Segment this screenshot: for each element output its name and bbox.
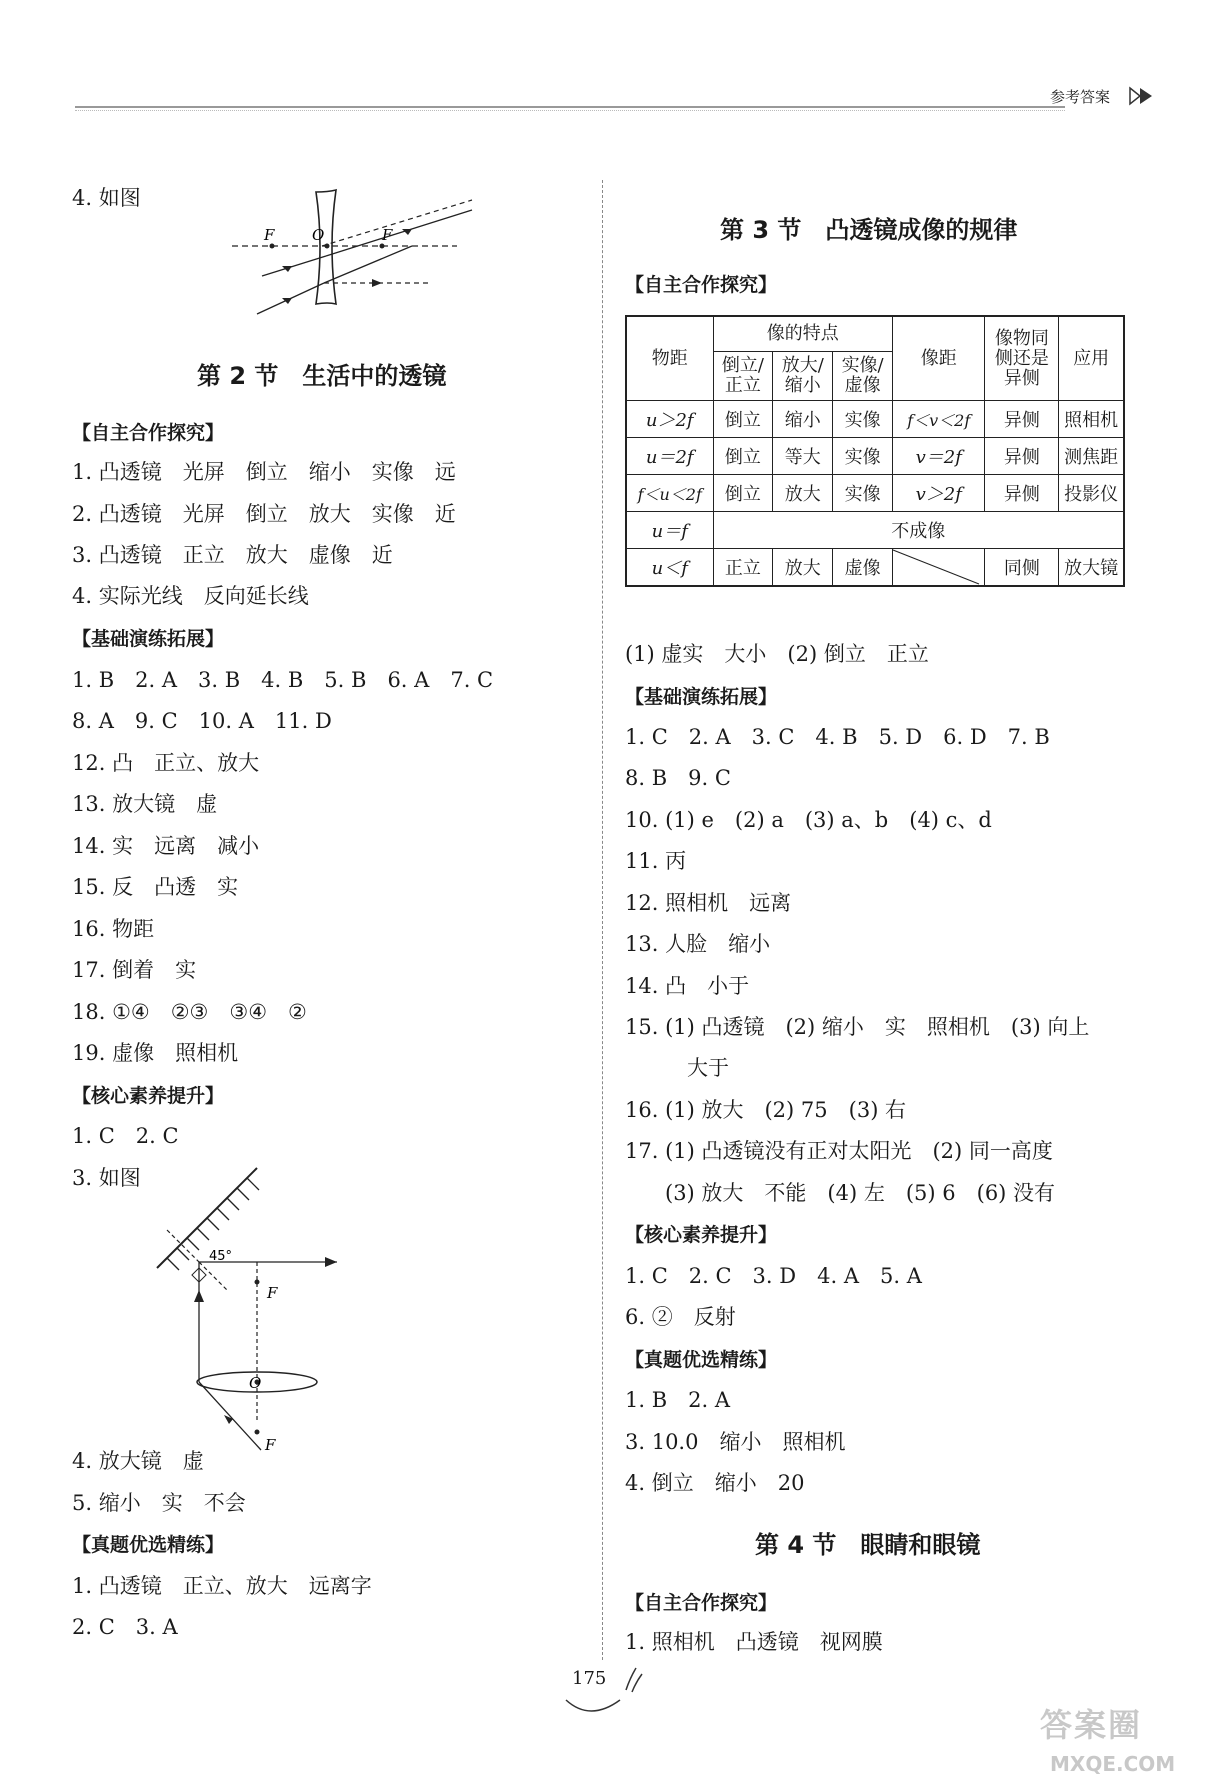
optical-center-label: O xyxy=(312,226,325,244)
left-jichu-18: 18. ①④ ②③ ③④ ② xyxy=(72,1000,307,1024)
table-cell: 放大 xyxy=(773,549,833,587)
left-jichu-12: 12. 凸 正立、放大 xyxy=(72,751,260,775)
left-hexin-5: 5. 缩小 实 不会 xyxy=(72,1491,246,1515)
left-zizhu-4: 4. 实际光线 反向延长线 xyxy=(72,584,309,608)
table-cell: f＜u＜2f xyxy=(626,475,713,512)
table-cell: 倒立 xyxy=(713,401,773,438)
table-cell: u＞2f xyxy=(626,401,713,438)
right-zhenti-4: 4. 倒立 缩小 20 xyxy=(625,1471,805,1495)
left-zhenti-2: 2. C 3. A xyxy=(72,1615,178,1639)
right-jichu-14: 14. 凸 小于 xyxy=(625,974,750,998)
th-magnification: 放大/缩小 xyxy=(773,352,833,401)
left-zizhu-3: 3. 凸透镜 正立 放大 虚像 近 xyxy=(72,543,393,567)
th-image-features: 像的特点 xyxy=(713,316,893,352)
table-cell: 放大 xyxy=(773,475,833,512)
focal-point-top-label: F xyxy=(267,1284,278,1302)
th-object-distance: 物距 xyxy=(626,316,713,401)
table-cell: u＝f xyxy=(626,512,713,549)
left-hexin-1: 1. C 2. C xyxy=(72,1124,179,1148)
right-heading-zhenti: 【真题优选精练】 xyxy=(625,1349,778,1371)
right-zhenti-3: 3. 10.0 缩小 照相机 xyxy=(625,1430,846,1454)
left-jichu-8: 8. A 9. C 10. A 11. D xyxy=(72,709,332,733)
left-jichu-15: 15. 反 凸透 实 xyxy=(72,875,239,899)
right-jichu-16: 16. (1) 放大 (2) 75 (3) 右 xyxy=(625,1098,907,1122)
table-row xyxy=(626,549,1124,587)
table-cell: 投影仪 xyxy=(1059,475,1124,512)
left-jichu-19: 19. 虚像 照相机 xyxy=(72,1041,239,1065)
right-jichu-15a: 15. (1) 凸透镜 (2) 缩小 实 照相机 (3) 向上 xyxy=(625,1015,1090,1039)
table-cell: f＜v＜2f xyxy=(893,401,985,438)
left-heading-zizhu: 【自主合作探究】 xyxy=(72,422,225,444)
right-zhenti-1: 1. B 2. A xyxy=(625,1388,731,1412)
right-jichu-15b: 大于 xyxy=(687,1056,729,1080)
left-zizhu-1: 1. 凸透镜 光屏 倒立 缩小 实像 远 xyxy=(72,460,456,484)
right-jichu-13: 13. 人脸 缩小 xyxy=(625,932,771,956)
table-cell: 异侧 xyxy=(985,475,1059,512)
left-hexin-4: 4. 放大镜 虚 xyxy=(72,1449,204,1473)
column-divider xyxy=(602,180,603,1660)
left-jichu-1: 1. B 2. A 3. B 4. B 5. B 6. A 7. C xyxy=(72,668,494,692)
table-cell: u＜f xyxy=(626,549,713,587)
right-jichu-1: 1. C 2. A 3. C 4. B 5. D 6. D 7. B xyxy=(625,725,1050,749)
focal-point-left-label: F xyxy=(264,226,275,244)
left-zizhu-2: 2. 凸透镜 光屏 倒立 放大 实像 近 xyxy=(72,502,456,526)
table-cell: 实像 xyxy=(833,438,893,475)
table-row xyxy=(626,438,1124,475)
header-rule xyxy=(75,106,1065,108)
imaging-rule-table xyxy=(625,315,1125,587)
left-jichu-17: 17. 倒着 实 xyxy=(72,958,197,982)
table-cell: 倒立 xyxy=(713,438,773,475)
right-jichu-10: 10. (1) e (2) a (3) a、b (4) c、d xyxy=(625,808,992,832)
table-cell: 倒立 xyxy=(713,475,773,512)
section-3-title: 第 3 节 凸透镜成像的规律 xyxy=(720,216,1018,244)
table-cell-diagonal xyxy=(893,549,985,587)
left-jichu-16: 16. 物距 xyxy=(72,917,155,941)
table-cell: 异侧 xyxy=(985,401,1059,438)
left-heading-hexin: 【核心素养提升】 xyxy=(72,1085,225,1107)
mirror-lens-diagram xyxy=(157,1160,397,1454)
table-cell: u＝2f xyxy=(626,438,713,475)
left-item-4: 4. 如图 xyxy=(72,186,141,210)
table-row xyxy=(626,401,1124,438)
focal-point-right-label: F xyxy=(382,226,393,244)
table-cell: 缩小 xyxy=(773,401,833,438)
table-cell: 正立 xyxy=(713,549,773,587)
left-zhenti-1: 1. 凸透镜 正立、放大 远离字 xyxy=(72,1574,372,1598)
right-zizhu2-1: 1. 照相机 凸透镜 视网膜 xyxy=(625,1630,883,1654)
table-cell: 放大镜 xyxy=(1059,549,1124,587)
table-row xyxy=(626,512,1124,549)
right-jichu-11: 11. 丙 xyxy=(625,849,687,873)
table-cell: 实像 xyxy=(833,401,893,438)
right-jichu-17b: (3) 放大 不能 (4) 左 (5) 6 (6) 没有 xyxy=(665,1181,1056,1205)
right-heading-zizhu: 【自主合作探究】 xyxy=(625,274,778,296)
right-jichu-17a: 17. (1) 凸透镜没有正对太阳光 (2) 同一高度 xyxy=(625,1139,1053,1163)
right-jichu-12: 12. 照相机 远离 xyxy=(625,891,792,915)
lens-center-label: O xyxy=(249,1374,262,1392)
left-hexin-3: 3. 如图 xyxy=(72,1166,141,1190)
th-orientation: 倒立/正立 xyxy=(713,352,773,401)
table-cell: 不成像 xyxy=(713,512,1124,549)
section-4-title: 第 4 节 眼睛和眼镜 xyxy=(755,1531,981,1559)
page-number: 175 xyxy=(572,1668,607,1689)
section-2-title: 第 2 节 生活中的透镜 xyxy=(197,362,447,390)
page-number-swoosh-icon xyxy=(560,1660,650,1720)
angle-label: 45° xyxy=(209,1249,233,1264)
th-image-distance: 像距 xyxy=(893,316,985,401)
watermark-logo: 答案圈 xyxy=(1040,1706,1143,1744)
table-cell: 实像 xyxy=(833,475,893,512)
right-hexin-6: 6. ② 反射 xyxy=(625,1305,736,1329)
left-heading-jichu: 【基础演练拓展】 xyxy=(72,628,225,650)
table-cell: 照相机 xyxy=(1059,401,1124,438)
header-arrow-icon xyxy=(1128,84,1156,108)
table-cell: v＝2f xyxy=(893,438,985,475)
table-cell: 等大 xyxy=(773,438,833,475)
right-heading-hexin: 【核心素养提升】 xyxy=(625,1224,778,1246)
th-application: 应用 xyxy=(1059,316,1124,401)
header-label: 参考答案 xyxy=(1050,88,1111,106)
focal-point-bottom-label: F xyxy=(265,1436,276,1454)
table-cell: 测焦距 xyxy=(1059,438,1124,475)
left-jichu-14: 14. 实 远离 减小 xyxy=(72,834,260,858)
right-hexin-1: 1. C 2. C 3. D 4. A 5. A xyxy=(625,1264,922,1288)
right-heading-zizhu-2: 【自主合作探究】 xyxy=(625,1592,778,1614)
right-heading-jichu: 【基础演练拓展】 xyxy=(625,686,778,708)
table-cell: v＞2f xyxy=(893,475,985,512)
table-cell: 异侧 xyxy=(985,438,1059,475)
th-same-side: 像物同侧还是异侧 xyxy=(985,316,1059,401)
th-real-virtual: 实像/虚像 xyxy=(833,352,893,401)
left-jichu-13: 13. 放大镜 虚 xyxy=(72,792,218,816)
right-zizhu-answer: (1) 虚实 大小 (2) 倒立 正立 xyxy=(625,642,929,666)
concave-lens-diagram xyxy=(232,180,492,320)
table-cell: 同侧 xyxy=(985,549,1059,587)
left-heading-zhenti: 【真题优选精练】 xyxy=(72,1534,225,1556)
table-row xyxy=(626,475,1124,512)
watermark-url: MXQE.COM xyxy=(1050,1752,1176,1776)
header-rule-dotted xyxy=(75,110,1065,111)
right-jichu-8: 8. B 9. C xyxy=(625,766,731,790)
table-cell: 虚像 xyxy=(833,549,893,587)
